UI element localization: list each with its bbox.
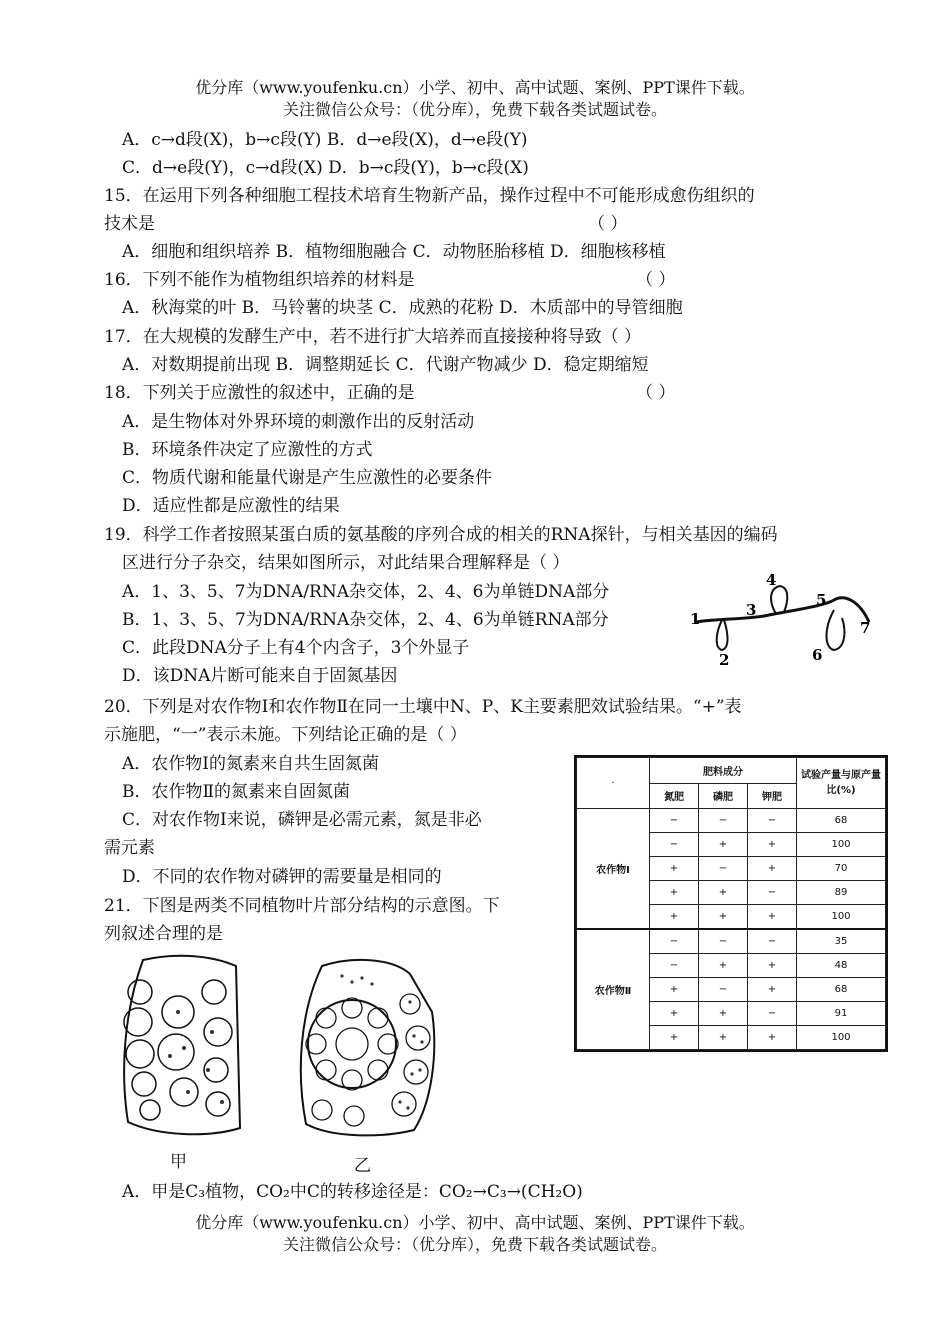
table-cell: − bbox=[748, 881, 797, 905]
leaf-a-stipple bbox=[168, 1010, 224, 1104]
table-cell: + bbox=[748, 978, 797, 1002]
q18-option-b: B．环境条件决定了应激性的方式 bbox=[122, 440, 373, 460]
q17-options: A．对数期提前出现 B．调整期延长 C．代谢产物减少 D．稳定期缩短 bbox=[122, 355, 649, 375]
q20-stem-line1: 20．下列是对农作物Ⅰ和农作物Ⅱ在同一土壤中N、P、K主要素肥效试验结果。“+”表 bbox=[104, 697, 742, 717]
table-corner-dot: · bbox=[577, 758, 650, 809]
q19-option-b: B．1、3、5、7为DNA/RNA杂交体，2、4、6为单链RNA部分 bbox=[122, 610, 609, 630]
q16-options: A．秋海棠的叶 B．马铃薯的块茎 C．成熟的花粉 D．木质部中的导管细胞 bbox=[122, 298, 683, 318]
table-cell: + bbox=[650, 905, 699, 930]
fertilizer-table bbox=[576, 757, 886, 1050]
q20-stem-line2: 示施肥，“一”表示未施。下列结论正确的是（ ） bbox=[104, 725, 467, 745]
q19-label-4: 4 bbox=[766, 571, 777, 589]
table-cell: − bbox=[699, 809, 748, 833]
crop1-label: 农作物Ⅰ bbox=[577, 809, 650, 930]
leaf-section-a-figure bbox=[118, 952, 248, 1142]
q19-label-3: 3 bbox=[746, 601, 757, 619]
q16-answer-bracket: （ ） bbox=[636, 270, 676, 290]
q18-answer-bracket: （ ） bbox=[636, 383, 676, 403]
q18-option-d: D．适应性都是应激性的结果 bbox=[122, 496, 340, 516]
table-cell: 100 bbox=[797, 1026, 886, 1050]
q20-option-c-line2: 需元素 bbox=[104, 838, 155, 858]
table-cell: + bbox=[748, 905, 797, 930]
q19-label-1: 1 bbox=[690, 610, 701, 628]
q19-stem-line1: 19．科学工作者按照某蛋白质的氨基酸的序列合成的相关的RNA探针，与相关基因的编码 bbox=[104, 525, 778, 545]
q19-label-2: 2 bbox=[719, 651, 730, 669]
leaf-section-b-figure bbox=[292, 952, 442, 1142]
q14-options-line2: C．d→e段(Y)，c→d段(X) D．b→c段(Y)，b→c段(X) bbox=[122, 158, 529, 178]
table-cell: + bbox=[650, 1002, 699, 1026]
q19-label-6: 6 bbox=[812, 646, 823, 664]
leaf-b-bundle-sheath bbox=[308, 1000, 396, 1088]
table-cell: + bbox=[699, 905, 748, 930]
table-row bbox=[577, 929, 886, 954]
q15-stem-line1: 15．在运用下列各种细胞工程技术培育生物新产品，操作过程中不可能形成愈伤组织的 bbox=[104, 186, 755, 206]
table-cell: + bbox=[748, 1026, 797, 1050]
fertilizer-table-wrapper bbox=[574, 755, 888, 1052]
table-cell: − bbox=[748, 929, 797, 954]
table-cell: + bbox=[748, 954, 797, 978]
q19-option-d: D．该DNA片断可能来自于固氮基因 bbox=[122, 666, 398, 686]
table-cell: − bbox=[650, 929, 699, 954]
table-cell: 48 bbox=[797, 954, 886, 978]
table-cell: − bbox=[650, 809, 699, 833]
table-header-nitrogen: 氮肥 bbox=[650, 783, 699, 809]
q21-stem-line2: 列叙述合理的是 bbox=[104, 924, 223, 944]
table-cell: − bbox=[650, 954, 699, 978]
q19-label-7: 7 bbox=[860, 619, 871, 637]
page-footer-line1: 优分库（www.youfenku.cn）小学、初中、高中试题、案例、PPT课件下载。 bbox=[195, 1213, 755, 1232]
table-cell: + bbox=[650, 978, 699, 1002]
table-header-result: 试验产量与原产量比(%) bbox=[797, 758, 886, 809]
table-cell: − bbox=[699, 978, 748, 1002]
table-cell: 100 bbox=[797, 905, 886, 930]
table-cell: 35 bbox=[797, 929, 886, 954]
table-header-phosphorus: 磷肥 bbox=[699, 783, 748, 809]
q20-option-d: D．不同的农作物对磷钾的需要量是相同的 bbox=[122, 867, 442, 887]
table-header-potassium: 钾肥 bbox=[748, 783, 797, 809]
table-cell: + bbox=[699, 954, 748, 978]
q19-option-c: C．此段DNA分子上有4个内含子，3个外显子 bbox=[122, 638, 470, 658]
q19-hybridization-figure bbox=[684, 570, 884, 670]
q19-loop-4 bbox=[771, 586, 787, 614]
table-cell: + bbox=[650, 857, 699, 881]
table-cell: − bbox=[699, 857, 748, 881]
table-cell: + bbox=[699, 1002, 748, 1026]
table-cell: + bbox=[650, 881, 699, 905]
q19-label-5: 5 bbox=[816, 591, 827, 609]
table-cell: 68 bbox=[797, 809, 886, 833]
table-cell: 91 bbox=[797, 1002, 886, 1026]
q15-options: A．细胞和组织培养 B．植物细胞融合 C．动物胚胎移植 D．细胞核移植 bbox=[122, 242, 666, 262]
table-cell: 70 bbox=[797, 857, 886, 881]
leaf-b-cells bbox=[306, 994, 430, 1126]
q19-loop-6 bbox=[827, 610, 845, 650]
q19-loop-2 bbox=[717, 620, 728, 650]
table-cell: + bbox=[699, 881, 748, 905]
q20-option-b: B．农作物Ⅱ的氮素来自固氮菌 bbox=[122, 782, 351, 802]
table-cell: + bbox=[748, 857, 797, 881]
table-cell: 68 bbox=[797, 978, 886, 1002]
crop2-label: 农作物Ⅱ bbox=[577, 929, 650, 1050]
table-cell: − bbox=[650, 833, 699, 857]
q19-option-a: A．1、3、5、7为DNA/RNA杂交体，2、4、6为单链DNA部分 bbox=[122, 582, 610, 602]
q18-option-a: A．是生物体对外界环境的刺激作出的反射活动 bbox=[122, 412, 475, 432]
q15-stem-line2: 技术是 bbox=[104, 214, 155, 234]
q20-option-c-line1: C．对农作物Ⅰ来说，磷钾是必需元素，氮是非必 bbox=[122, 810, 482, 830]
table-cell: − bbox=[748, 809, 797, 833]
table-cell: + bbox=[748, 833, 797, 857]
q15-answer-bracket: （ ） bbox=[588, 214, 628, 234]
q18-option-c: C．物质代谢和能量代谢是产生应激性的必要条件 bbox=[122, 468, 493, 488]
table-row bbox=[577, 809, 886, 833]
leaf-a-cells bbox=[124, 980, 232, 1120]
q20-option-a: A．农作物Ⅰ的氮素来自共生固氮菌 bbox=[122, 754, 379, 774]
page-footer-line2: 关注微信公众号：（优分库），免费下载各类试题试卷。 bbox=[282, 1235, 667, 1254]
q19-stem-line2: 区进行分子杂交，结果如图所示，对此结果合理解释是（ ） bbox=[122, 553, 570, 573]
q21-stem-line1: 21．下图是两类不同植物叶片部分结构的示意图。下 bbox=[104, 896, 500, 916]
table-cell: + bbox=[699, 833, 748, 857]
table-cell: 100 bbox=[797, 833, 886, 857]
table-cell: 89 bbox=[797, 881, 886, 905]
page-header-line1: 优分库（www.youfenku.cn）小学、初中、高中试题、案例、PPT课件下载。 bbox=[195, 78, 755, 97]
q21-option-a: A．甲是C₃植物，CO₂中C的转移途径是：CO₂→C₃→(CH₂O) bbox=[122, 1182, 583, 1202]
table-cell: − bbox=[699, 929, 748, 954]
q14-options-line1: A．c→d段(X)，b→c段(Y) B．d→e段(X)，d→e段(Y) bbox=[122, 130, 528, 150]
table-cell: + bbox=[650, 1026, 699, 1050]
q18-stem: 18．下列关于应激性的叙述中，正确的是 bbox=[104, 383, 415, 403]
leaf-label-a: 甲 bbox=[170, 1152, 187, 1172]
leaf-label-b: 乙 bbox=[354, 1156, 371, 1176]
table-cell: − bbox=[748, 1002, 797, 1026]
page-header-line2: 关注微信公众号：（优分库），免费下载各类试题试卷。 bbox=[282, 100, 667, 119]
table-cell: + bbox=[699, 1026, 748, 1050]
table-header-group: 肥料成分 bbox=[650, 758, 797, 784]
q17-stem: 17．在大规模的发酵生产中，若不进行扩大培养而直接接种将导致（ ） bbox=[104, 327, 642, 347]
q16-stem: 16．下列不能作为植物组织培养的材料是 bbox=[104, 270, 415, 290]
